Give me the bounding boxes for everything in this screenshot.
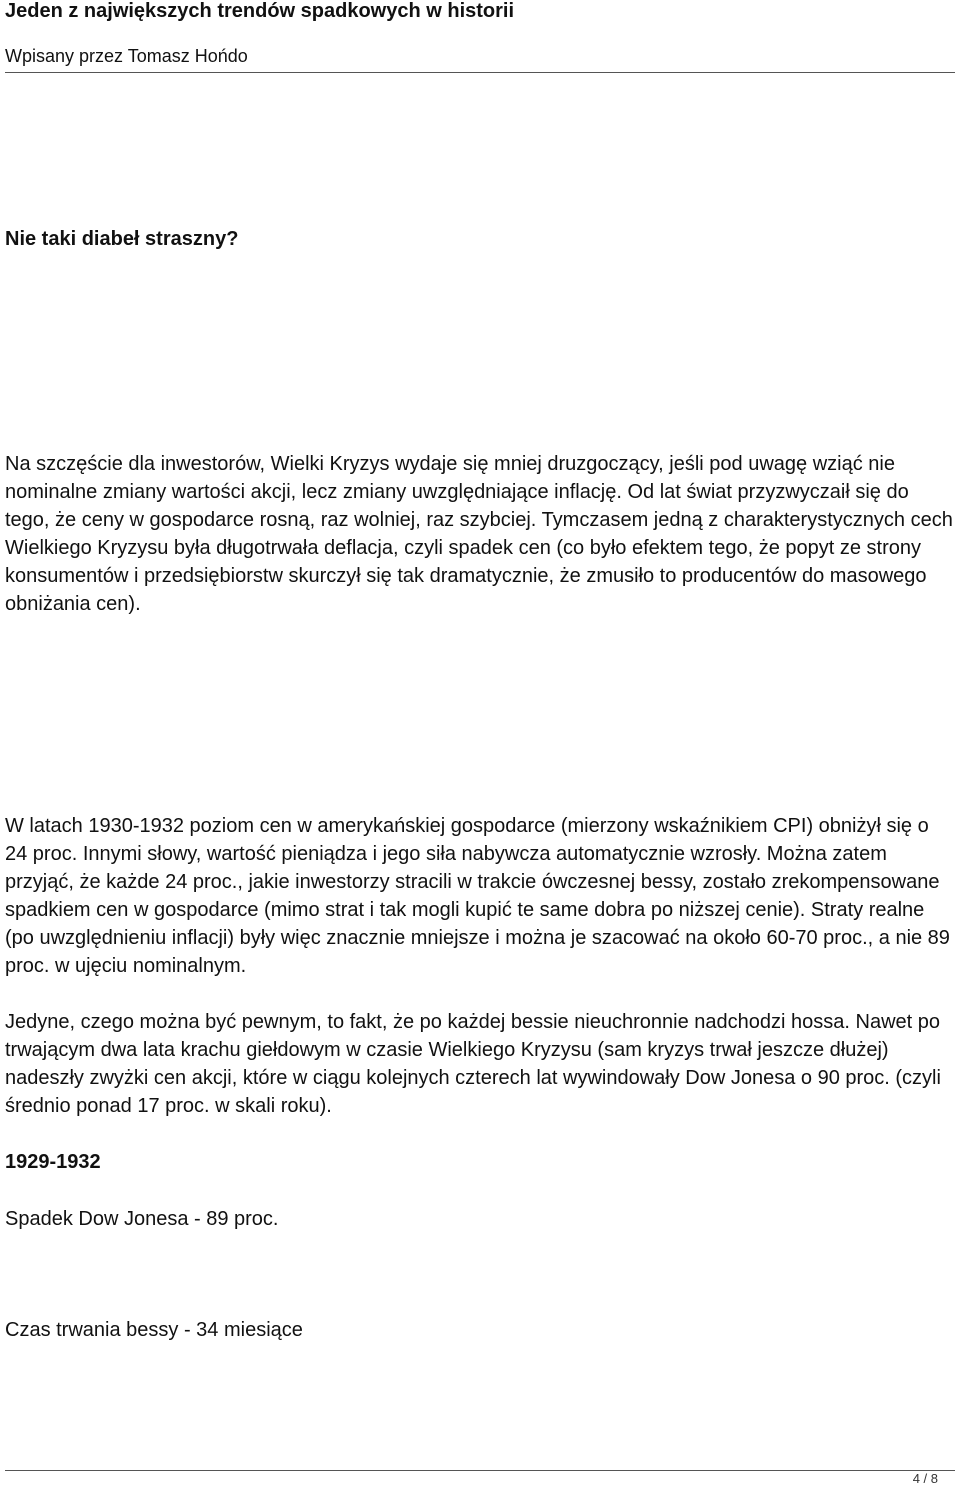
paragraph-block-1: [5, 450, 955, 618]
paragraph-bull-market: Jedyne, czego można być pewnym, to fakt, że po każdej bessie nieuchronnie nadchodzi hossa. Nawet po trwającym dwa lata krachu giełdowym w czasie Wielkiego Kryzysu (sam kryzys trwał jeszcze dłużej) nadeszły zwyżki cen akcji, które w ciągu kolejnych czterech lat wywindowały Dow Jonesa o 90 proc. (czyli średnio ponad 17 proc. w skali roku).: [5, 1011, 941, 1117]
paragraph-cpi: W latach 1930-1932 poziom cen w amerykańskiej gospodarce (mierzony wskaźnikiem CPI) obniżył się o 24 proc. Innymi słowy, wartość pieniądza i jego siła nabywcza automatycznie wzrosły. Można zatem przyjąć, że każde 24 proc., jakie inwestorzy stracili w trakcie ówczesnej bessy, zostało zrekompensowane spadkiem cen w gospodarce (mimo strat i tak mogli kupić te same dobra po niższej cenie). Straty realne (po uwzględnieniu inflacji) były więc znacznie mniejsze i można je szacować na około 60-70 proc., a nie 89 proc. w ujęciu nominalnym.: [5, 815, 950, 977]
paragraph-block-2: [5, 812, 955, 980]
footer-divider: [5, 1470, 955, 1471]
paragraph-block-3: [5, 1008, 955, 1120]
author-line: Wpisany przez Tomasz Hońdo: [5, 46, 248, 66]
decline-block: [5, 1205, 955, 1233]
section-heading-block: [5, 225, 955, 253]
duration-block: [5, 1316, 955, 1344]
period-heading-block: [5, 1148, 955, 1176]
period-heading: 1929-1932: [5, 1151, 101, 1173]
section-heading: Nie taki diabeł straszny?: [5, 228, 239, 250]
document-title: Jeden z największych trendów spadkowych w historii: [5, 0, 515, 22]
page-number: 4 / 8: [912, 1471, 938, 1486]
paragraph-deflation: Na szczęście dla inwestorów, Wielki Kryzys wydaje się mniej druzgoczący, jeśli pod uwagę wziąć nie nominalne zmiany wartości akcji, lecz zmiany uwzględniające inflację. Od lat świat przyzwyczaił się do tego, że ceny w gospodarce rosną, raz wolniej, raz szybciej. Tymczasem jedną z charakterystycznych cech Wielkiego Kryzysu była długotrwała deflacja, czyli spadek cen (co było efektem tego, że popyt ze strony konsumentów i przedsiębiorstw skurczył się tak dramatycznie, że zmusiło to producentów do masowego obniżania cen).: [5, 453, 953, 615]
header-divider: [5, 72, 955, 73]
decline-line: Spadek Dow Jonesa - 89 proc.: [5, 1208, 279, 1230]
duration-line: Czas trwania bessy - 34 miesiące: [5, 1319, 303, 1341]
